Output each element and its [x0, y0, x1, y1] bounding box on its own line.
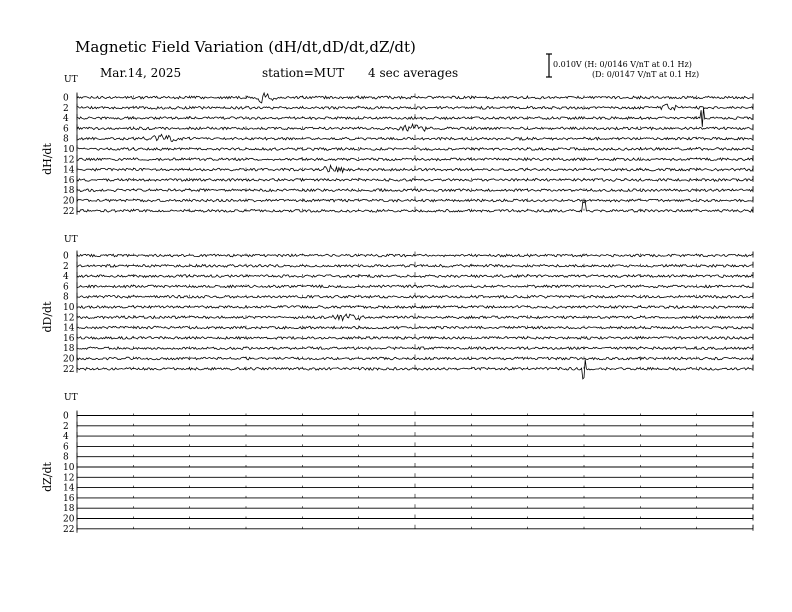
- trace-row-8: [63, 134, 753, 144]
- tick-marks: [77, 422, 753, 426]
- trace-row-6: [63, 124, 753, 134]
- trace-row-16: [63, 334, 753, 344]
- row-label: 10: [63, 145, 75, 155]
- row-label: 4: [63, 432, 69, 443]
- tick-marks: [77, 494, 753, 498]
- trace-row-20: [63, 355, 753, 365]
- trace-row-22: [63, 525, 753, 535]
- row-label: 14: [63, 483, 75, 494]
- panel-dz-dt: [41, 393, 753, 535]
- row-label: 8: [63, 452, 69, 463]
- trace-row-6: [63, 442, 753, 452]
- trace-row-12: [63, 155, 753, 165]
- trace-row-14: [63, 484, 753, 494]
- trace-row-0: [63, 252, 753, 262]
- row-label: 10: [63, 463, 75, 473]
- tick-marks: [77, 442, 753, 446]
- row-label: 0: [63, 251, 69, 262]
- tick-marks: [77, 412, 753, 416]
- row-label: 4: [63, 272, 69, 283]
- row-label: 20: [63, 514, 75, 525]
- trace-row-16: [63, 176, 753, 186]
- row-label: 12: [63, 155, 75, 166]
- row-label: 6: [63, 124, 69, 135]
- trace-row-6: [63, 282, 753, 292]
- trace-row-10: [63, 303, 753, 313]
- row-label: 16: [63, 175, 75, 186]
- tick-marks: [77, 484, 753, 488]
- row-label: 2: [63, 261, 69, 272]
- ut-label: UT: [64, 393, 78, 403]
- row-label: 18: [63, 186, 75, 197]
- trace-row-4: [63, 108, 753, 127]
- averaging-label: 4 sec averages: [368, 66, 459, 80]
- trace-row-22: [63, 359, 753, 379]
- panel-ylabel: dD/dt: [41, 301, 54, 333]
- trace-row-2: [63, 422, 753, 432]
- tick-marks: [77, 463, 753, 467]
- row-label: 6: [63, 282, 69, 293]
- panel-dh-dt: [41, 75, 753, 217]
- trace-row-4: [63, 432, 753, 442]
- chart-title: Magnetic Field Variation (dH/dt,dD/dt,dZ/dt): [75, 38, 416, 56]
- trace-row-0: [63, 93, 753, 104]
- row-label: 12: [63, 473, 75, 484]
- trace-row-18: [63, 186, 753, 196]
- tick-marks: [77, 453, 753, 457]
- ut-label: UT: [64, 75, 78, 85]
- trace-row-18: [63, 344, 753, 354]
- trace-row-18: [63, 504, 753, 514]
- trace-row-14: [63, 324, 753, 334]
- trace-row-22: [63, 201, 753, 217]
- trace-row-8: [63, 293, 753, 303]
- row-label: 20: [63, 196, 75, 207]
- row-label: 8: [63, 292, 69, 303]
- trace-row-2: [63, 104, 753, 114]
- trace-row-12: [63, 473, 753, 483]
- row-label: 12: [63, 313, 75, 324]
- row-label: 14: [63, 165, 75, 176]
- panel-ylabel: dZ/dt: [41, 462, 54, 492]
- panel-ylabel: dH/dt: [41, 143, 54, 175]
- row-label: 22: [63, 524, 75, 535]
- signal-trace: [77, 359, 753, 379]
- trace-row-20: [63, 197, 753, 207]
- scale-bar-icon: [546, 54, 552, 77]
- row-label: 14: [63, 323, 75, 334]
- trace-row-12: [63, 313, 753, 323]
- tick-marks: [77, 432, 753, 436]
- trace-row-10: [63, 145, 753, 155]
- row-label: 22: [63, 364, 75, 375]
- tick-marks: [77, 365, 753, 369]
- row-label: 0: [63, 93, 69, 104]
- row-label: 2: [63, 103, 69, 114]
- ut-label: UT: [64, 235, 78, 245]
- row-label: 8: [63, 134, 69, 145]
- tick-marks: [77, 262, 753, 266]
- tick-marks: [77, 473, 753, 477]
- row-label: 16: [63, 493, 75, 504]
- row-label: 18: [63, 344, 75, 355]
- trace-row-2: [63, 262, 753, 272]
- row-label: 18: [63, 504, 75, 515]
- scale-note: (D: 0/0147 V/nT at 0.1 Hz): [592, 70, 700, 79]
- row-label: 0: [63, 411, 69, 422]
- row-label: 4: [63, 114, 69, 125]
- row-label: 20: [63, 354, 75, 365]
- trace-row-8: [63, 453, 753, 463]
- tick-marks: [77, 504, 753, 508]
- trace-row-20: [63, 515, 753, 525]
- trace-row-10: [63, 463, 753, 473]
- row-label: 16: [63, 333, 75, 344]
- row-label: 10: [63, 303, 75, 313]
- scale-label: 0.010V (H: 0/0146 V/nT at 0.1 Hz): [553, 60, 692, 69]
- signal-trace: [77, 285, 753, 288]
- trace-row-16: [63, 494, 753, 504]
- trace-row-0: [63, 412, 753, 422]
- station-label: station=MUT: [262, 66, 345, 80]
- tick-marks: [77, 515, 753, 519]
- row-label: 2: [63, 421, 69, 432]
- tick-marks: [77, 344, 753, 348]
- tick-marks: [77, 525, 753, 529]
- trace-row-4: [63, 272, 753, 282]
- trace-row-14: [63, 165, 753, 175]
- panel-dd-dt: [41, 235, 753, 379]
- signal-trace: [77, 108, 753, 127]
- date-label: Mar.14, 2025: [100, 66, 182, 80]
- row-label: 6: [63, 442, 69, 453]
- row-label: 22: [63, 206, 75, 217]
